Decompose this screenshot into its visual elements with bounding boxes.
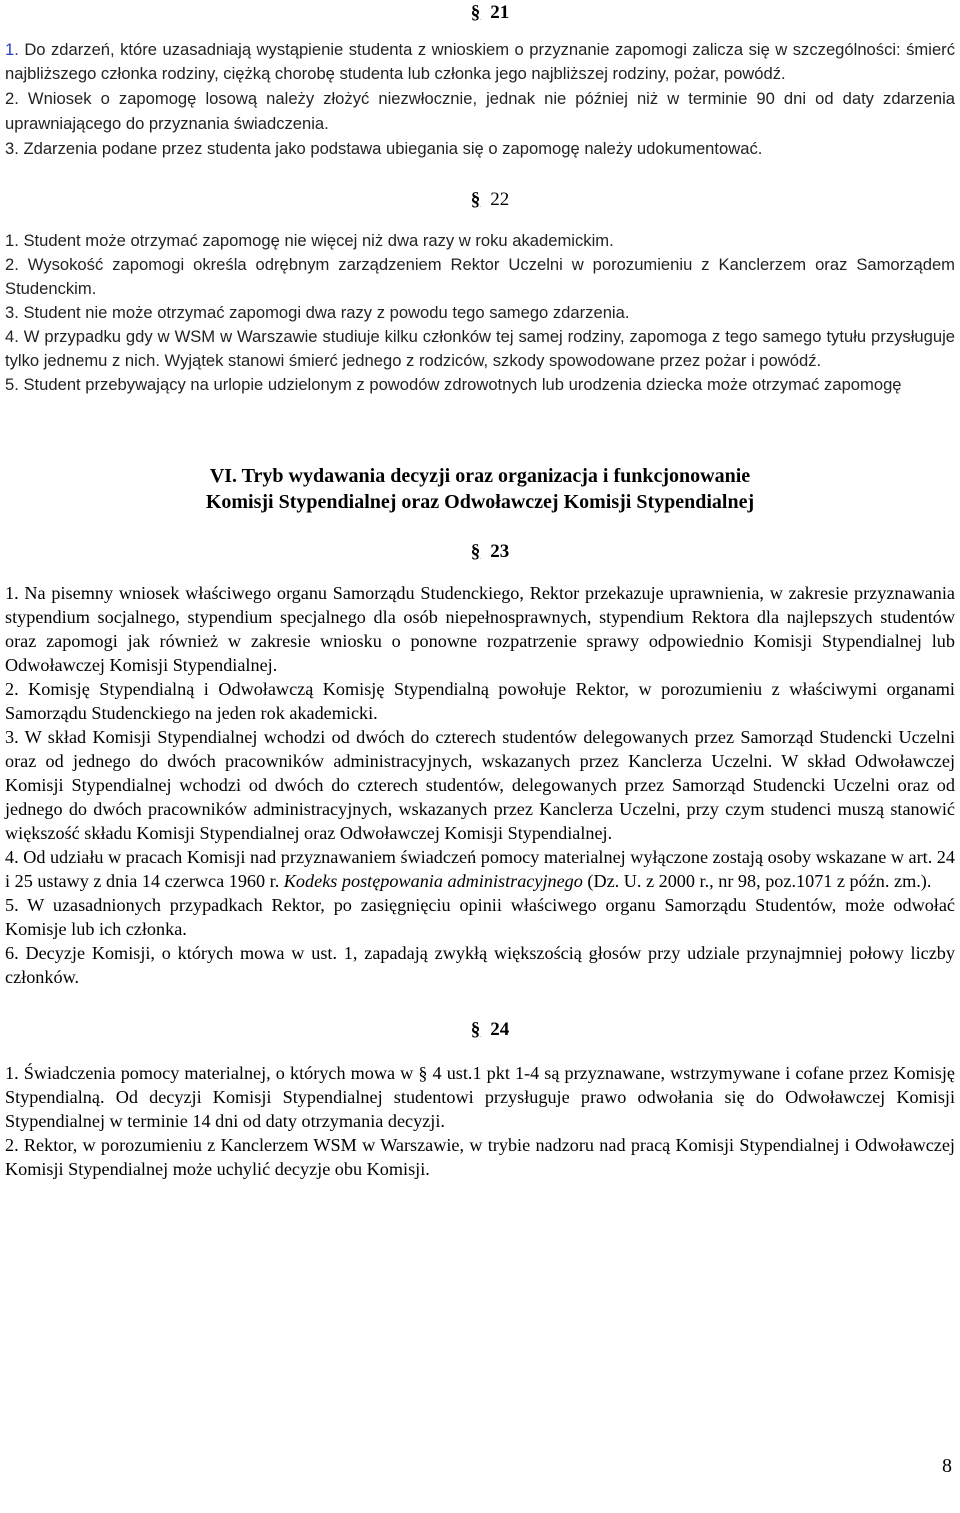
document-page (5, 0, 955, 1181)
chapter-heading-line-2: Komisji Stypendialnej oraz Odwoławczej Komisji Stypendialnej (205, 491, 755, 513)
section-23-paragraph-6: 6. Decyzje Komisji, o których mowa w ust. 1, zapadają zwykłą większością głosów przy udziale przynajmniej połowy liczby członków. (5, 943, 955, 987)
chapter-heading-line-1: VI. Tryb wydawania decyzji oraz organizacja i funkcjonowanie (209, 465, 751, 487)
paragraph-text: 4. Od udziału w pracach Komisji nad przyznawaniem świadczeń pomocy materialnej wyłączone zostają osoby wskazane w art. 24 i 25 ustawy z dnia 14 czerwca 1960 r. (5, 847, 955, 891)
section-21-paragraph-2: 2. Wniosek o zapomogę losową należy złożyć niezwłocznie, jednak nie później niż w terminie 90 dni od daty zdarzenia uprawniającego do przyznania świadczenia. (5, 89, 955, 133)
section-number: 21 (490, 2, 510, 23)
section-23-heading (15, 541, 960, 563)
section-symbol: § (470, 2, 481, 23)
page-number: 8 (942, 1455, 952, 1477)
section-22-paragraph-4: 4. W przypadku gdy w WSM w Warszawie studiuje kilku członków tej samej rodziny, zapomoga z tego samego tytułu przysługuje tylko jednemu z nich. Wyjątek stanowi śmierć jednego z rodziców, szkody spowodowane przez pożar i powódź. (5, 327, 955, 370)
paragraph-text: Do zdarzeń, które uzasadniają wystąpienie studenta z wnioskiem o przyznanie zapomogi zalicza się w szczególności: śmierć najbliższego członka rodziny, ciężką chorobę studenta lub członka jego najbliższej rodziny, pożar, powódź. (5, 40, 955, 83)
section-21-heading (15, 2, 960, 24)
chapter-heading (5, 463, 955, 515)
section-22-heading (15, 189, 960, 211)
act-title: Kodeks postępowania administracyjnego (283, 871, 583, 891)
section-21-paragraph-1 (5, 38, 955, 86)
section-24-paragraph-2: 2. Rektor, w porozumieniu z Kanclerzem WSM w Warszawie, w trybie nadzoru nad pracą Komisji Stypendialnej i Odwoławczej Komisji Stypendialnej może uchylić decyzje obu Komisji. (5, 1135, 955, 1179)
section-24-heading (15, 1019, 960, 1041)
section-24-paragraph-1: 1. Świadczenia pomocy materialnej, o których mowa w § 4 ust.1 pkt 1-4 są przyznawane, wstrzymywane i cofane przez Komisję Stypendialną. Od decyzji Komisji Stypendialnej studentowi przysługuje prawo odwołania się do Odwoławczej Komisji Stypendialnej w terminie 14 dni od daty otrzymania decyzji. (5, 1063, 955, 1131)
section-23-paragraph-3: 3. W skład Komisji Stypendialnej wchodzi od dwóch do czterech studentów delegowanych przez Samorząd Studencki Uczelni oraz od jednego do dwóch pracowników administracyjnych, wskazanych przez Kanclerza Uczelni. W skład Odwoławczej Komisji Stypendialnej wchodzi od dwóch do czterech studentów, delegowanych przez Samorząd Studencki Uczelni oraz od jednego do dwóch pracowników administracyjnych, wskazanych przez Kanclerza Uczelni, przy czym studenci muszą stanowić większość składu Komisji Stypendialnej oraz Odwoławczej Komisji Stypendialnej. (5, 727, 955, 843)
section-22-paragraph-5: 5. Student przebywający na urlopie udzielonym z powodów zdrowotnych lub urodzenia dziecka może otrzymać zapomogę (5, 375, 902, 394)
section-symbol: § (470, 189, 481, 210)
section-symbol: § (470, 541, 481, 562)
paragraph-text-cont: (Dz. U. z 2000 r., nr 98, poz.1071 z późn. zm.). (582, 871, 932, 891)
section-23-paragraph-2: 2. Komisję Stypendialną i Odwoławczą Komisję Stypendialną powołuje Rektor, w porozumieniu z właściwymi organami Samorządu Studenckiego na jeden rok akademicki. (5, 679, 955, 723)
paragraph-number: 1. (5, 40, 19, 59)
section-number: 22 (490, 189, 510, 210)
section-23-paragraph-1: 1. Na pisemny wniosek właściwego organu Samorządu Studenckiego, Rektor przekazuje uprawnienia, w zakresie przyznawania stypendium socjalnego, stypendium specjalnego dla osób niepełnosprawnych, stypendium Rektora dla najlepszych studentów oraz zapomogi jak również w zakresie wniosku o ponowne rozpatrzenie sprawy odpowiednio Komisji Stypendialnej lub Odwoławczej Komisji Stypendialnej. (5, 583, 955, 675)
section-number: 24 (490, 1019, 510, 1040)
section-number: 23 (490, 541, 510, 562)
section-symbol: § (470, 1019, 481, 1040)
section-22-paragraph-2: 2. Wysokość zapomogi określa odrębnym zarządzeniem Rektor Uczelni w porozumieniu z Kanclerzem oraz Samorządem Studenckim. (5, 255, 955, 298)
section-21-paragraph-3: 3. Zdarzenia podane przez studenta jako podstawa ubiegania się o zapomogę należy udokumentować. (5, 139, 763, 158)
section-23-paragraph-5: 5. W uzasadnionych przypadkach Rektor, po zasięgnięciu opinii właściwego organu Samorządu Studentów, może odwołać Komisje lub ich członka. (5, 895, 955, 939)
section-22-paragraph-1: 1. Student może otrzymać zapomogę nie więcej niż dwa razy w roku akademickim. (5, 231, 614, 250)
section-22-paragraph-3: 3. Student nie może otrzymać zapomogi dwa razy z powodu tego samego zdarzenia. (5, 303, 630, 322)
section-23-paragraph-4 (5, 845, 955, 893)
